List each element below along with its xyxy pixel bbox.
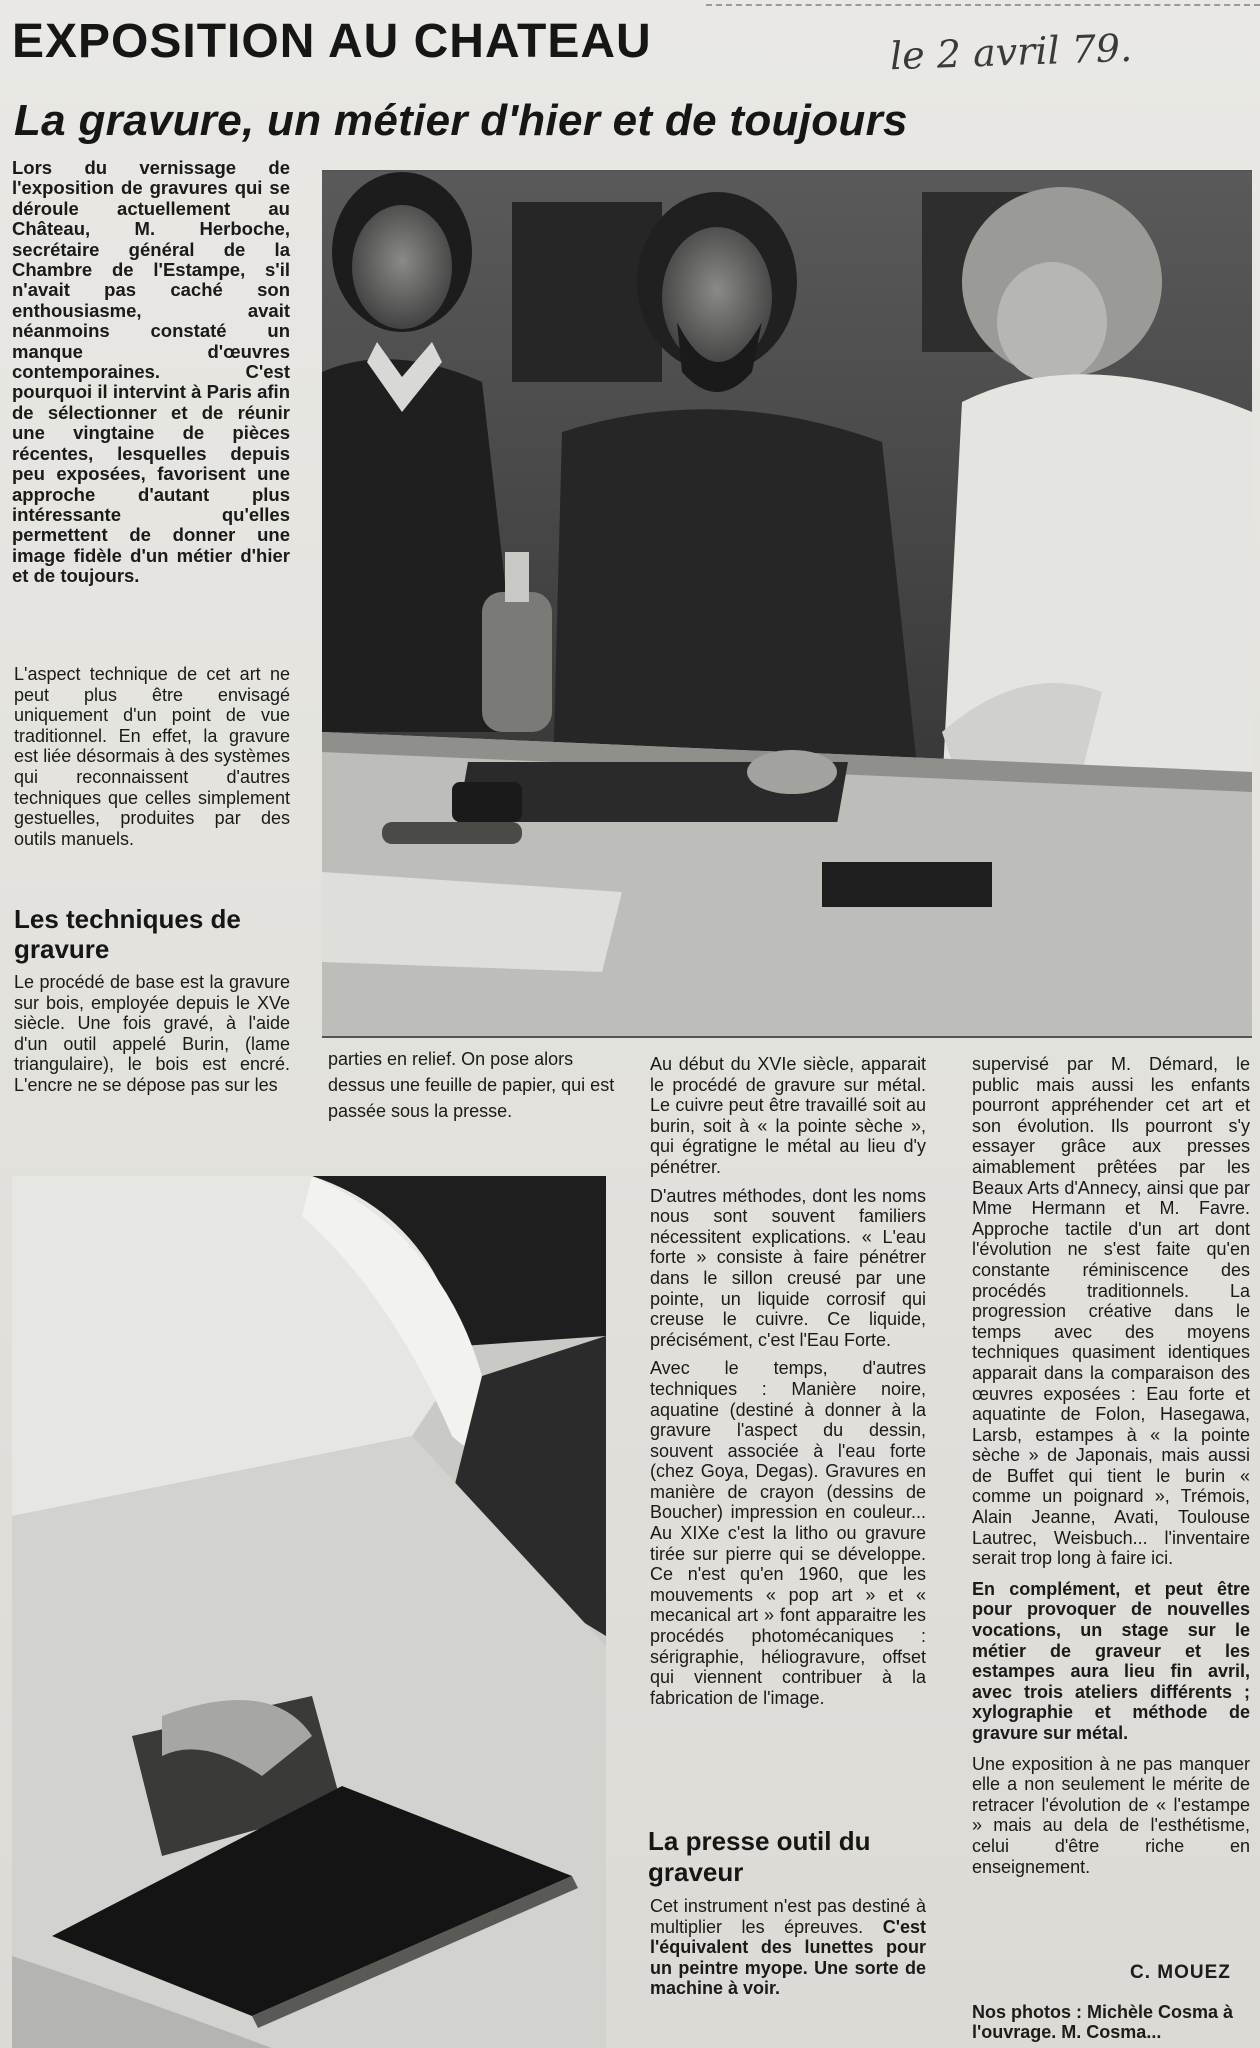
paragraph-eau-forte: D'autres méthodes, dont les noms nous sont souvent familiers nécessitent explications. « L'eau forte » consiste à faire pénétrer dans le sillon creusé par une pointe, un liquide corrosif qui creuse le cuivre. Ce liquide, précisément, c'est l'Eau Forte.: [650, 1185, 926, 1350]
author-signature: C. MOUEZ: [1130, 1962, 1231, 1983]
paragraph-autres-techniques: Avec le temps, d'autres techniques : Manière noire, aquatine (destiné à donner à la gravure l'aspect du dessin, souvent associée à l'eau forte (chez Goya, Degas). Gravures en manière de crayon (dessins de Boucher) impression en couleur... Au XIXe c'est la litho ou gravure tirée sur pierre qui se développe. Ce n'est qu'en 1960, que les mouvements « pop art » et « mecanical art » font apparaitre les procédés photomécaniques : sérigraphie, héliogravure, offset qui viennent contribuer à la fabrication de l'image.: [650, 1358, 926, 1708]
section-heading-presse: La presse outil du graveur: [648, 1826, 871, 1887]
presse-text-bold: C'est l'équivalent des lunettes pour un peintre myope. Une sorte de machine à voir.: [650, 1916, 926, 1999]
subheadline: La gravure, un métier d'hier et de toujours: [14, 96, 908, 145]
lead-paragraph: Lors du vernissage de l'exposition de gravures qui se déroule actuellement au Château, M. Herboche, secrétaire général de la Chambre de l'Estampe, s'il n'avait pas caché son enthousiasme, avait néanmoins constaté un manque d'œuvres contemporaines. C'est pourquoi il intervint à Paris afin de sélectionner et de réunir une vingtaine de pièces récentes, lesquelles depuis peu exposées, favorisent une approche d'autant plus intéressante qu'elles permettent de donner une image fidèle d'un métier d'hier et de toujours.: [12, 157, 290, 587]
paragraph-gravure-bois: Le procédé de base est la gravure sur bois, employée depuis le XVe siècle. Une fois gravé, à l'aide d'un outil appelé Burin, (lame triangulaire), le bois est encré. L'encre ne se dépose pas sur les: [14, 972, 290, 1095]
paragraph-relief: parties en relief. On pose alors dessus une feuille de papier, qui est passée sous la presse.: [328, 1049, 615, 1121]
column-three: [650, 1054, 926, 1708]
handwritten-date: le 2 avril 79.: [889, 25, 1133, 79]
paragraph-conclusion: Une exposition à ne pas manquer elle a non seulement le mérite de retracer l'évolution de « l'estampe » mais au dela de l'esthétisme, celui d'être riche en enseignement.: [972, 1753, 1250, 1877]
paragraph-presse: [650, 1896, 926, 1999]
torn-edge: [706, 0, 1260, 6]
presse-text: Cet instrument n'est pas destiné à multiplier les épreuves.: [650, 1896, 926, 1937]
photo-exhibition-visitors: [322, 170, 1252, 1038]
paragraph-technique: L'aspect technique de cet art ne peut plus être envisagé uniquement d'un point de vue traditionnel. En effet, la gravure est liée désormais à des systèmes qui reconnaissent d'autres techniques que celles simplement gestuelles, produites par des outils manuels.: [14, 664, 290, 849]
photo-print-detail: [12, 1176, 606, 2048]
column-four: [972, 1054, 1250, 1877]
paragraph-stage: En complément, et peut être pour provoquer de nouvelles vocations, un stage sur le métier de graveur et les estampes aura lieu fin avril, avec trois ateliers différents ; xylographie et méthode de gravure sur métal.: [972, 1578, 1250, 1743]
headline: EXPOSITION AU CHATEAU: [12, 15, 652, 68]
photo-caption: Nos photos : Michèle Cosma à l'ouvrage. M. Cosma...: [972, 2002, 1234, 2042]
paragraph-metal: Au début du XVIe siècle, apparait le procédé de gravure sur métal. Le cuivre peut être travaillé soit au burin, soit à « la pointe sèche », qui égratigne le métal au lieu d'y pénétrer.: [650, 1054, 926, 1177]
section-heading-techniques: Les techniques de gravure: [14, 904, 241, 964]
paragraph-demard: supervisé par M. Démard, le public mais aussi les enfants pourront appréhender cet art et son évolution. Ils pourront s'y essayer grâce aux presses aimablement prêtées par les Beaux Arts d'Annecy, ainsi que par Mme Hermann et M. Favre. Approche tactile d'un art dont l'évolution ne s'est faite qu'en constante réminiscence des procédés traditionnels. La progression créative dans le temps avec des moyens techniques quasiment identiques apparait dans la comparaison des œuvres exposées : Eau forte et aquatinte de Folon, Hasegawa, Larsb, estampes à « la pointe sèche » de Japonais, mais aussi de Buffet qui tient le burin « comme un poignard », Trémois, Alain Jeanne, Avati, Toulouse Lautrec, Weisbuch... l'inventaire serait trop long à faire ici.: [972, 1054, 1250, 1569]
